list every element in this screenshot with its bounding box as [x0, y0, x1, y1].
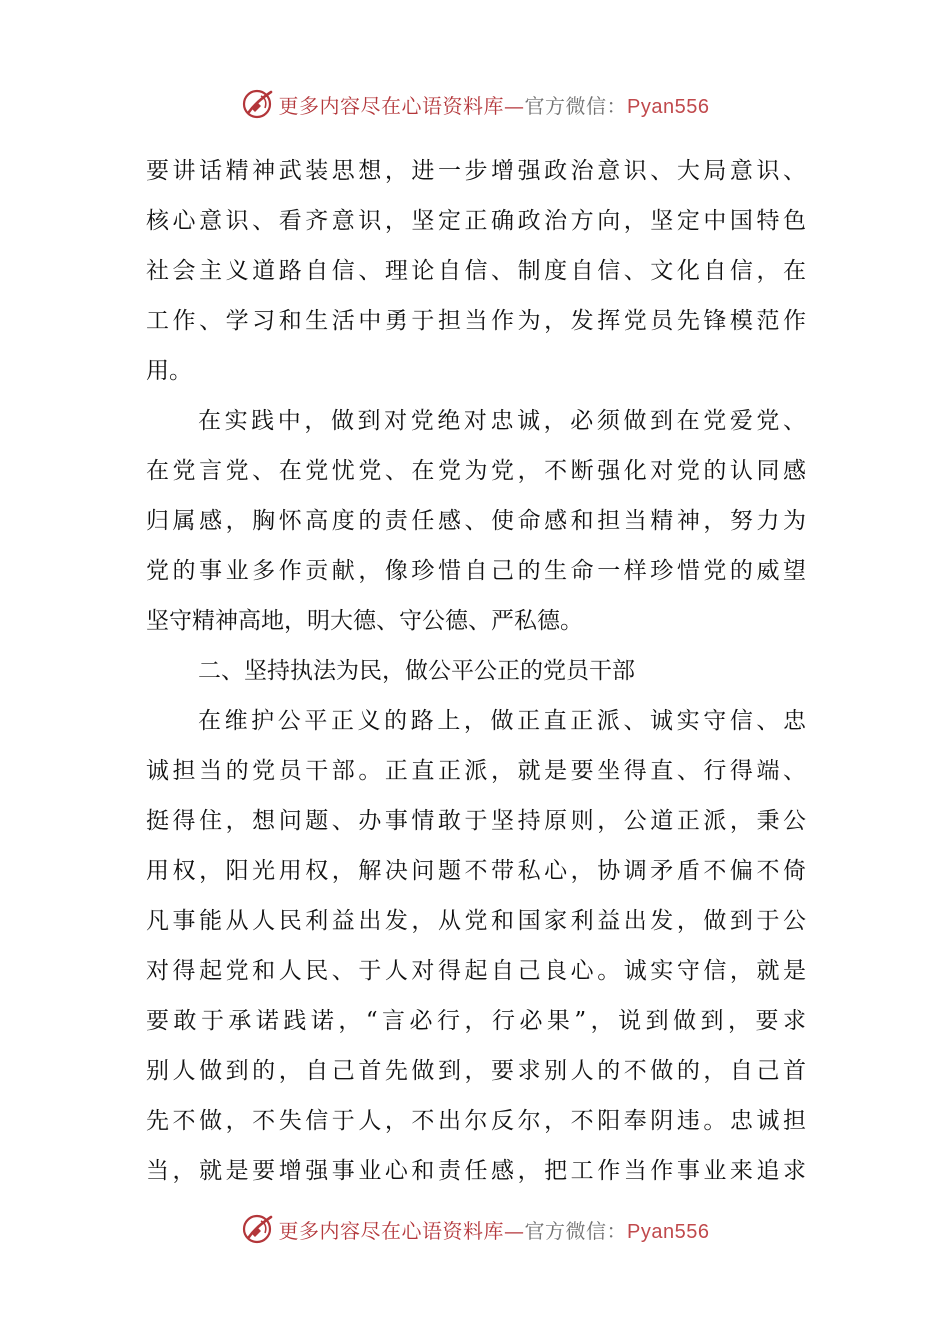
- text-line: 核心意识、看齐意识，坚定正确政治方向，坚定中国特色: [146, 208, 806, 234]
- text-line: 先不做，不失信于人，不出尔反尔，不阳奉阴违。忠诚担: [146, 1108, 806, 1134]
- text-line: 挺得住，想问题、办事情敢于坚持原则，公道正派，秉公: [146, 808, 806, 834]
- banner-main-text: 更多内容尽在心语资料库: [278, 93, 505, 118]
- paragraph-first-line: 在实践中，做到对党绝对忠诚，必须做到在党爱党、: [198, 408, 806, 434]
- text-line: 别人做到的，自己首先做到，要求别人的不做的，自己首: [146, 1058, 806, 1084]
- text-line: 在党言党、在党忧党、在党为党，不断强化对党的认同感: [146, 458, 806, 484]
- text-line: 坚守精神高地，明大德、守公德、严私德。: [146, 608, 583, 634]
- banner-main-text: 更多内容尽在心语资料库: [278, 1218, 505, 1243]
- section-heading: 二、坚持执法为民，做公平公正的党员干部: [198, 658, 635, 684]
- banner-text: [279, 90, 710, 119]
- text-line: 凡事能从人民利益出发，从党和国家利益出发，做到于公: [146, 908, 806, 934]
- banner-separator: —: [504, 93, 525, 118]
- pen-logo-icon: [241, 1211, 277, 1247]
- text-line: 当，就是要增强事业心和责任感，把工作当作事业来追求: [146, 1158, 806, 1184]
- text-line: 用权，阳光用权，解决问题不带私心，协调矛盾不偏不倚: [146, 858, 806, 884]
- text-line: 对得起党和人民、于人对得起自己良心。诚实守信，就是: [146, 958, 806, 984]
- banner-label: 官方微信：: [524, 93, 628, 118]
- footer-banner: [0, 1209, 950, 1249]
- pen-logo-icon: [241, 86, 277, 122]
- text-line: 诚担当的党员干部。正直正派，就是要坐得直、行得端、: [146, 758, 806, 784]
- text-line: 要讲话精神武装思想，进一步增强政治意识、大局意识、: [146, 158, 806, 184]
- banner-wechat-id: Pyan556: [627, 1220, 710, 1243]
- banner-wechat-id: Pyan556: [627, 95, 710, 118]
- text-line: 社会主义道路自信、理论自信、制度自信、文化自信，在: [146, 258, 806, 284]
- text-line: 用。: [146, 358, 192, 384]
- banner-text: [279, 1215, 710, 1244]
- banner-separator: —: [504, 1218, 525, 1243]
- header-banner: [0, 84, 950, 124]
- paragraph-first-line: 在维护公平正义的路上，做正直正派、诚实守信、忠: [198, 708, 806, 734]
- text-line: 党的事业多作贡献，像珍惜自己的生命一样珍惜党的威望: [146, 558, 806, 584]
- text-line: 要敢于承诺践诺，“言必行，行必果”，说到做到，要求: [146, 1008, 806, 1034]
- text-line: 工作、学习和生活中勇于担当作为，发挥党员先锋模范作: [146, 308, 806, 334]
- banner-label: 官方微信：: [524, 1218, 628, 1243]
- document-body: [146, 146, 806, 1196]
- text-line: 归属感，胸怀高度的责任感、使命感和担当精神，努力为: [146, 508, 806, 534]
